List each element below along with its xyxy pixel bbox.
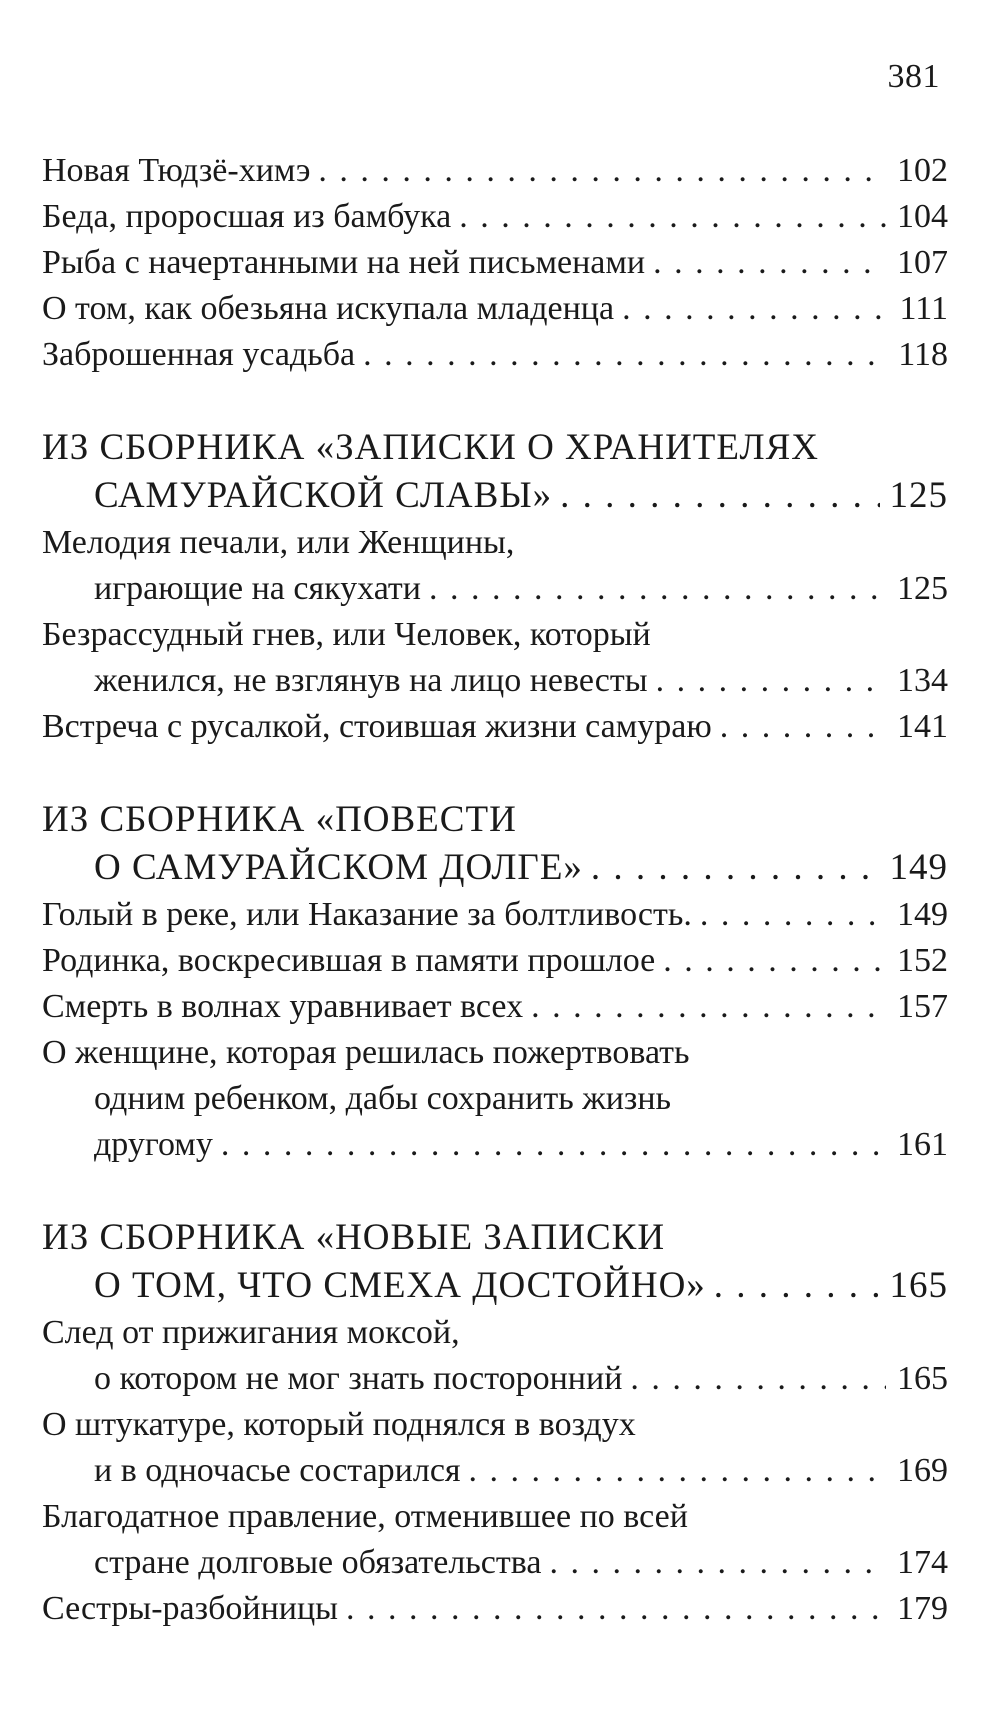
toc-page-number: 118 [898, 336, 948, 373]
toc-line [42, 704, 948, 750]
dot-leader [429, 566, 886, 612]
toc-title-text: другому [94, 1126, 213, 1163]
toc-title-text: Новая Тюдзё-химэ [42, 152, 311, 189]
toc-line [42, 332, 948, 378]
toc-line [42, 1448, 948, 1494]
toc-entry [42, 194, 948, 240]
toc-line [42, 1494, 948, 1540]
dot-leader [630, 1356, 886, 1402]
toc-title-text: О штукатуре, который поднялся в воздух [42, 1406, 636, 1443]
toc-line [42, 1214, 948, 1262]
toc-title-text: След от прижигания моксой, [42, 1314, 460, 1351]
dot-leader [720, 704, 886, 750]
toc-section [42, 424, 948, 750]
toc-line [42, 1030, 948, 1076]
toc-line [42, 1540, 948, 1586]
dot-leader [591, 844, 880, 892]
toc-title-text: Смерть в волнах уравнивает всех [42, 988, 524, 1025]
toc-page-number: 125 [889, 475, 948, 516]
dot-leader [653, 240, 886, 286]
toc-line [42, 1076, 948, 1122]
toc-entry [42, 520, 948, 612]
toc-title-text: Беда, проросшая из бамбука [42, 198, 452, 235]
dot-leader [549, 1540, 886, 1586]
section-heading [42, 796, 948, 892]
toc-line [42, 1402, 948, 1448]
dot-leader [363, 332, 886, 378]
toc-entry [42, 938, 948, 984]
toc-entry [42, 286, 948, 332]
toc-line [42, 1356, 948, 1402]
dot-leader [663, 938, 886, 984]
toc-title-text: одним ребенком, дабы сохранить жизнь [94, 1080, 672, 1117]
toc-entry [42, 148, 948, 194]
dot-leader [560, 472, 879, 520]
toc-entry [42, 1494, 948, 1586]
toc-page-number: 157 [897, 988, 948, 1025]
toc-title-text: ИЗ СБОРНИКА «ПОВЕСТИ [42, 799, 517, 840]
dot-leader [714, 1262, 880, 1310]
toc-title-text: Заброшенная усадьба [42, 336, 356, 373]
toc-title-text: ИЗ СБОРНИКА «ЗАПИСКИ О ХРАНИТЕЛЯХ [42, 427, 819, 468]
toc-line [42, 892, 948, 938]
dot-leader [469, 1448, 886, 1494]
toc-line [42, 240, 948, 286]
toc-title-text: О том, как обезьяна искупала младенца [42, 290, 615, 327]
toc-title-text: и в одночасье состарился [94, 1452, 461, 1489]
toc-line [42, 424, 948, 472]
toc-page-number: 149 [897, 896, 948, 933]
toc-page-number: 104 [897, 198, 948, 235]
toc-page-number: 141 [897, 708, 948, 745]
dot-leader [622, 286, 886, 332]
toc-entry [42, 1586, 948, 1632]
toc-entry [42, 332, 948, 378]
toc-page-number: 169 [897, 1452, 948, 1489]
toc-title-text: Благодатное правление, отменившее по всей [42, 1498, 688, 1535]
toc-title-text: О женщине, которая решилась пожертвовать [42, 1034, 690, 1071]
toc-page-number: 111 [899, 290, 948, 327]
toc-page-number: 165 [897, 1360, 948, 1397]
dot-leader [700, 892, 886, 938]
toc-line [42, 984, 948, 1030]
toc-line [42, 658, 948, 704]
toc-entry [42, 612, 948, 704]
toc-title-text: Встреча с русалкой, стоившая жизни самураю [42, 708, 712, 745]
dot-leader [459, 194, 886, 240]
dot-leader [531, 984, 886, 1030]
toc-line [42, 472, 948, 520]
toc-page-number: 134 [897, 662, 948, 699]
table-of-contents [42, 148, 948, 1632]
section-heading [42, 424, 948, 520]
toc-entry [42, 1030, 948, 1168]
toc-line [42, 612, 948, 658]
toc-title-text: О САМУРАЙСКОМ ДОЛГЕ» [94, 847, 583, 888]
toc-line [42, 938, 948, 984]
toc-page-number: 165 [889, 1265, 948, 1306]
toc-entry [42, 1310, 948, 1402]
toc-title-text: САМУРАЙСКОЙ СЛАВЫ» [94, 475, 553, 516]
toc-title-text: Родинка, воскресившая в памяти прошлое [42, 942, 656, 979]
section-heading [42, 1214, 948, 1310]
toc-line [42, 194, 948, 240]
toc-entry [42, 240, 948, 286]
toc-line [42, 1310, 948, 1356]
page-number: 381 [887, 58, 940, 95]
toc-page-number: 161 [897, 1126, 948, 1163]
dot-leader [656, 658, 886, 704]
toc-page-number: 149 [889, 847, 948, 888]
toc-title-text: играющие на сякухати [94, 570, 421, 607]
toc-line [42, 566, 948, 612]
toc-page-number: 107 [897, 244, 948, 281]
toc-line [42, 796, 948, 844]
toc-line [42, 148, 948, 194]
toc-title-text: женился, не взглянув на лицо невесты [94, 662, 648, 699]
toc-page-number: 174 [897, 1544, 948, 1581]
toc-line [42, 1262, 948, 1310]
dot-leader [221, 1122, 886, 1168]
toc-section [42, 1214, 948, 1632]
toc-title-text: Безрассудный гнев, или Человек, который [42, 616, 651, 653]
toc-entry [42, 704, 948, 750]
toc-title-text: ИЗ СБОРНИКА «НОВЫЕ ЗАПИСКИ [42, 1217, 666, 1258]
dot-leader [318, 148, 886, 194]
toc-title-text: стране долговые обязательства [94, 1544, 542, 1581]
toc-page-number: 102 [897, 152, 948, 189]
toc-line [42, 286, 948, 332]
toc-page-number: 179 [897, 1590, 948, 1627]
toc-section [42, 796, 948, 1168]
toc-page-number: 125 [897, 570, 948, 607]
toc-title-text: Голый в реке, или Наказание за болтливость. [42, 896, 692, 933]
toc-line [42, 520, 948, 566]
toc-title-text: Рыба с начертанными на ней письменами [42, 244, 646, 281]
toc-group [42, 148, 948, 378]
toc-title-text: о котором не мог знать посторонний [94, 1360, 623, 1397]
toc-line [42, 1586, 948, 1632]
dot-leader [346, 1586, 886, 1632]
toc-title-text: О ТОМ, ЧТО СМЕХА ДОСТОЙНО» [94, 1265, 706, 1306]
toc-entry [42, 984, 948, 1030]
toc-line [42, 1122, 948, 1168]
toc-title-text: Мелодия печали, или Женщины, [42, 524, 515, 561]
toc-entry [42, 892, 948, 938]
toc-title-text: Сестры-разбойницы [42, 1590, 339, 1627]
toc-entry [42, 1402, 948, 1494]
toc-line [42, 844, 948, 892]
toc-page-number: 152 [897, 942, 948, 979]
